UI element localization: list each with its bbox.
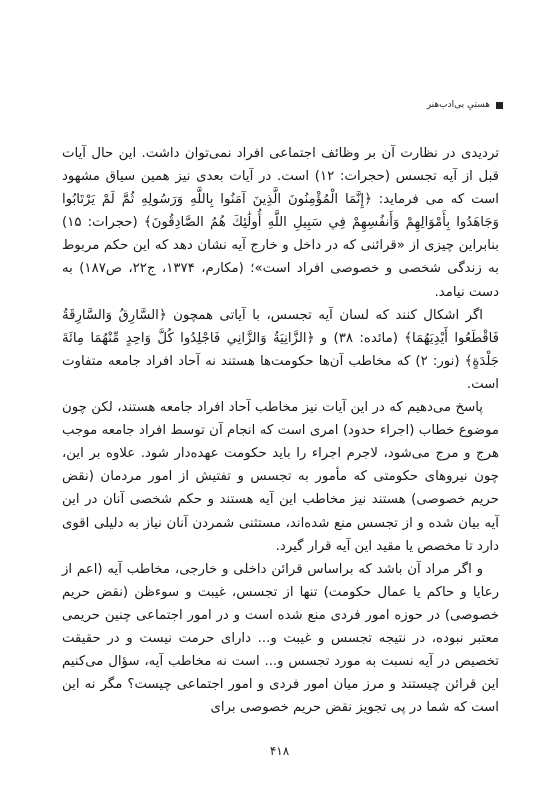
paragraph: و اگر مراد آن باشد که براساس قرائن داخلی و خارجی، مخاطب آیه (اعم از رعایا و حاکم یا عمال حکومت) تنها از تجسس، غیبت و سوءظن (نقض حریم خصوصی) در حوزه امور فردی منع شده است و در امور اجتماعی چنین حریمی معتبر نبوده، در نتیجه تجسس و غیبت و... دارای حرمت نیست و در حقیقت تخصیص در آیه نسبت به مورد تجسس و... است نه مخاطب آیه، سؤال می‌کنیم این قرائن چیستند و مرز میان امور فردی و امور اجتماعی چیست؟ مگر نه این است که شما در پی تجویز نقض حریم خصوصی برای bbox=[62, 561, 499, 716]
paragraph: تردیدی در نظارت آن بر وظائف اجتماعی افراد نمی‌توان داشت. این حال آیات قبل از آیه تجسس (حجرات: ۱۲) است. در آیات بعدی نیز همین سیاق مشهود است که می فرماید: ﴿إِنَّمَا الْمُؤْمِنُونَ الَّذِينَ آمَنُوا بِاللَّهِ وَرَسُولِهِ ثُمَّ لَمْ يَرْتَابُوا وَجَاهَدُوا بِأَمْوَالِهِمْ وَأَنفُسِهِمْ فِي سَبِيلِ اللَّهِ أُولَٰئِكَ هُمُ الصَّادِقُونَ﴾ (حجرات: ۱۵) بنابراین چیزی از «قرائنی که در داخل و خارج آیه نشان دهد که این حکم مربوط به زندگی شخصی و خصوصی افراد است»؛ (مکارم، ۱۳۷۴، ج۲۲، ص۱۸۷) به دست نیامد. bbox=[62, 146, 499, 300]
running-header bbox=[40, 96, 503, 114]
page-number: ۴۱۸ bbox=[269, 744, 290, 758]
body-text bbox=[62, 142, 499, 719]
paragraph: اگر اشکال کنند که لسان آیه تجسس، با آیاتی همچون ﴿السَّارِقُ وَالسَّارِقَةُ فَاقْطَعُوا أَيْدِيَهُمَا﴾ (مائده: ۳۸) و ﴿الزَّانِيَةُ وَالزَّانِي فَاجْلِدُوا كُلَّ وَاحِدٍ مِّنْهُمَا مِائَةَ جَلْدَةٍ﴾ (نور: ۲) که مخاطب آن‌ها حکومت‌ها هستند نه آحاد افراد جامعه متفاوت است. bbox=[62, 307, 499, 392]
paragraph: پاسخ می‌دهیم که در این آیات نیز مخاطب آحاد افراد جامعه هستند، لکن چون موضوع خطاب (اجراء حدود) امری است که انجام آن توسط افراد جامعه موجب هرج و مرج می‌شود، لاجرم اجراء را باید حکومت عهده‌دار شود. علاوه بر این، چون نیروهای حکومتی که مأمور به تجسس و تفتیش از امور مردمان (نقض حریم خصوصی) هستند نیز مخاطب این آیه هستند و حکم شخصی آنان در این آیه بیان شده و از تجسس منع شده‌اند، مستثنی شمردن آنان نیاز به دلیلی اقوی دارد تا مخصص یا مقید این آیه قرار گیرد. bbox=[62, 400, 499, 554]
running-title: هستیِ بی‌ادب‌هنر bbox=[426, 100, 490, 110]
header-bullet-icon bbox=[496, 102, 503, 109]
